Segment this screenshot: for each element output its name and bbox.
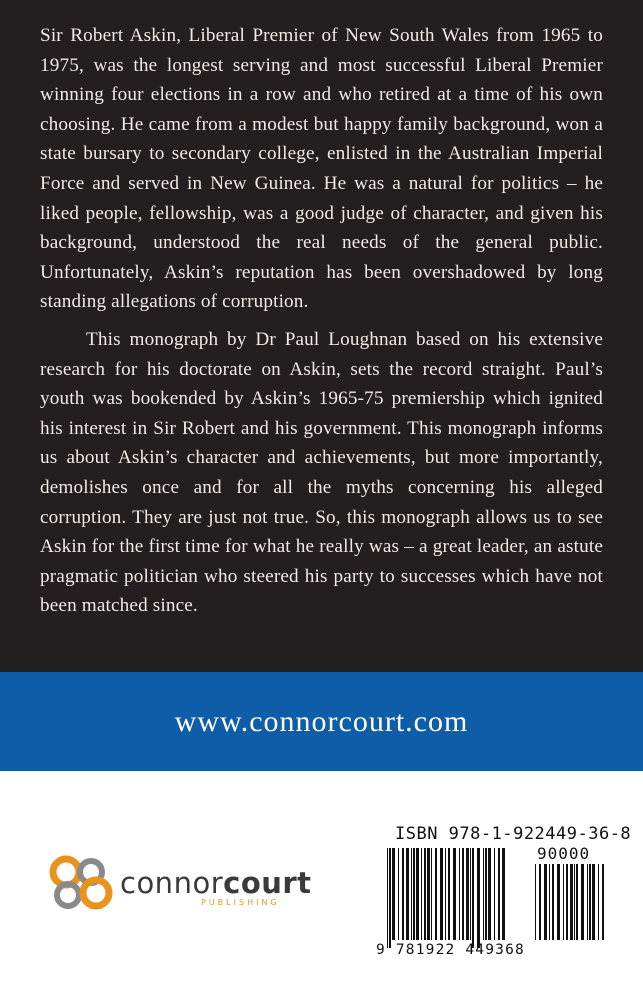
price-code: 90000	[537, 844, 591, 863]
barcode-bar	[592, 864, 595, 940]
website-url[interactable]: www.connorcourt.com	[174, 704, 469, 738]
barcode-bar	[448, 848, 450, 940]
isbn-label: ISBN 978-1-922449-36-8	[395, 824, 632, 844]
barcode-bar	[435, 848, 437, 940]
barcode-bar	[470, 848, 471, 940]
barcode-bar	[557, 864, 560, 940]
blurb-paragraph-2: This monograph by Dr Paul Loughnan based on his extensive research for his doctorate on Askin, sets the record straight. Paul’s youth was bookended by Askin’s 1965-75 premiership which ignited his interest in Sir Robert and his government. This monograph informs us about Askin’s character and achievements, but more importantly, demolishes once and for all the myths concerning his alleged corruption. They are just not true. So, this monograph allows us to see Askin for the first time for what he really was – a great leader, an astute pragmatic politician who steered his party to successes which have not been matched since.	[40, 328, 603, 617]
blurb-text	[40, 21, 603, 621]
barcode-bar	[566, 864, 568, 940]
barcode-bar	[485, 848, 487, 940]
barcode-bar	[427, 848, 430, 940]
barcode-bar	[535, 864, 536, 940]
barcode-bar	[466, 848, 469, 940]
barcode-bar	[598, 864, 599, 940]
barcode-bar	[552, 864, 554, 940]
barcode-bar	[406, 848, 409, 940]
barcode-bar	[387, 848, 388, 948]
barcode-bar	[392, 848, 395, 940]
barcode-bar	[398, 848, 399, 940]
barcode-bar	[416, 848, 419, 940]
barcode-bar	[570, 864, 573, 940]
barcode-bar	[411, 848, 412, 940]
barcode-bar	[477, 848, 480, 948]
barcode-bar	[462, 848, 464, 940]
barcode-bar	[459, 848, 460, 940]
publisher-name	[120, 866, 312, 900]
blurb-paragraph-1: Sir Robert Askin, Liberal Premier of New South Wales from 1965 to 1975, was the longest serving and most successful Liberal Premier winning four elections in a row and who retired at a time of his own choosing. He came from a modest but happy family background, won a state bursary to secondary college, enlisted in the Australian Imperial Force and served in New Guinea. He was a natural for politics – he liked people, fellowship, was a good judge of character, and given his background, understood the real needs of the general public. Unfortunately, Askin’s reputation has been overshadowed by long standing allegations of corruption.	[40, 25, 603, 313]
barcode-bar	[424, 848, 426, 940]
barcode-bar	[445, 848, 446, 940]
publisher-name-light: connor	[120, 866, 224, 900]
barcode-bar	[549, 864, 550, 940]
isbn-barcode	[367, 820, 632, 962]
ean-digits: 9 781922 449368	[376, 942, 525, 958]
barcode-bar	[581, 864, 584, 940]
website-band	[0, 672, 643, 771]
barcode-bar	[544, 864, 547, 940]
barcode-bar	[539, 864, 541, 940]
barcode-bar	[413, 848, 415, 940]
barcode-bar	[472, 848, 474, 948]
barcode-bar	[488, 848, 491, 940]
barcode-bar	[602, 864, 604, 940]
barcode-icon	[367, 820, 610, 962]
barcode-bar	[494, 848, 495, 940]
barcode-bar	[402, 848, 404, 940]
barcode-bar	[589, 864, 591, 940]
barcode-bar	[453, 848, 456, 940]
barcode-bar	[483, 848, 484, 940]
barcode-bar	[502, 848, 505, 940]
barcode-bar	[587, 864, 588, 940]
barcode-bar	[576, 864, 578, 940]
barcode-bar	[431, 848, 432, 940]
barcode-bar	[440, 848, 443, 940]
barcode-bar	[389, 848, 391, 948]
publisher-logo	[46, 852, 336, 912]
barcode-bar	[421, 848, 422, 940]
publisher-tagline: PUBLISHING	[201, 898, 280, 907]
interlocking-rings-icon	[46, 852, 120, 912]
barcode-bar	[563, 864, 564, 940]
barcode-bar	[574, 864, 575, 940]
barcode-bar	[498, 848, 500, 940]
publisher-name-bold: court	[223, 866, 312, 900]
